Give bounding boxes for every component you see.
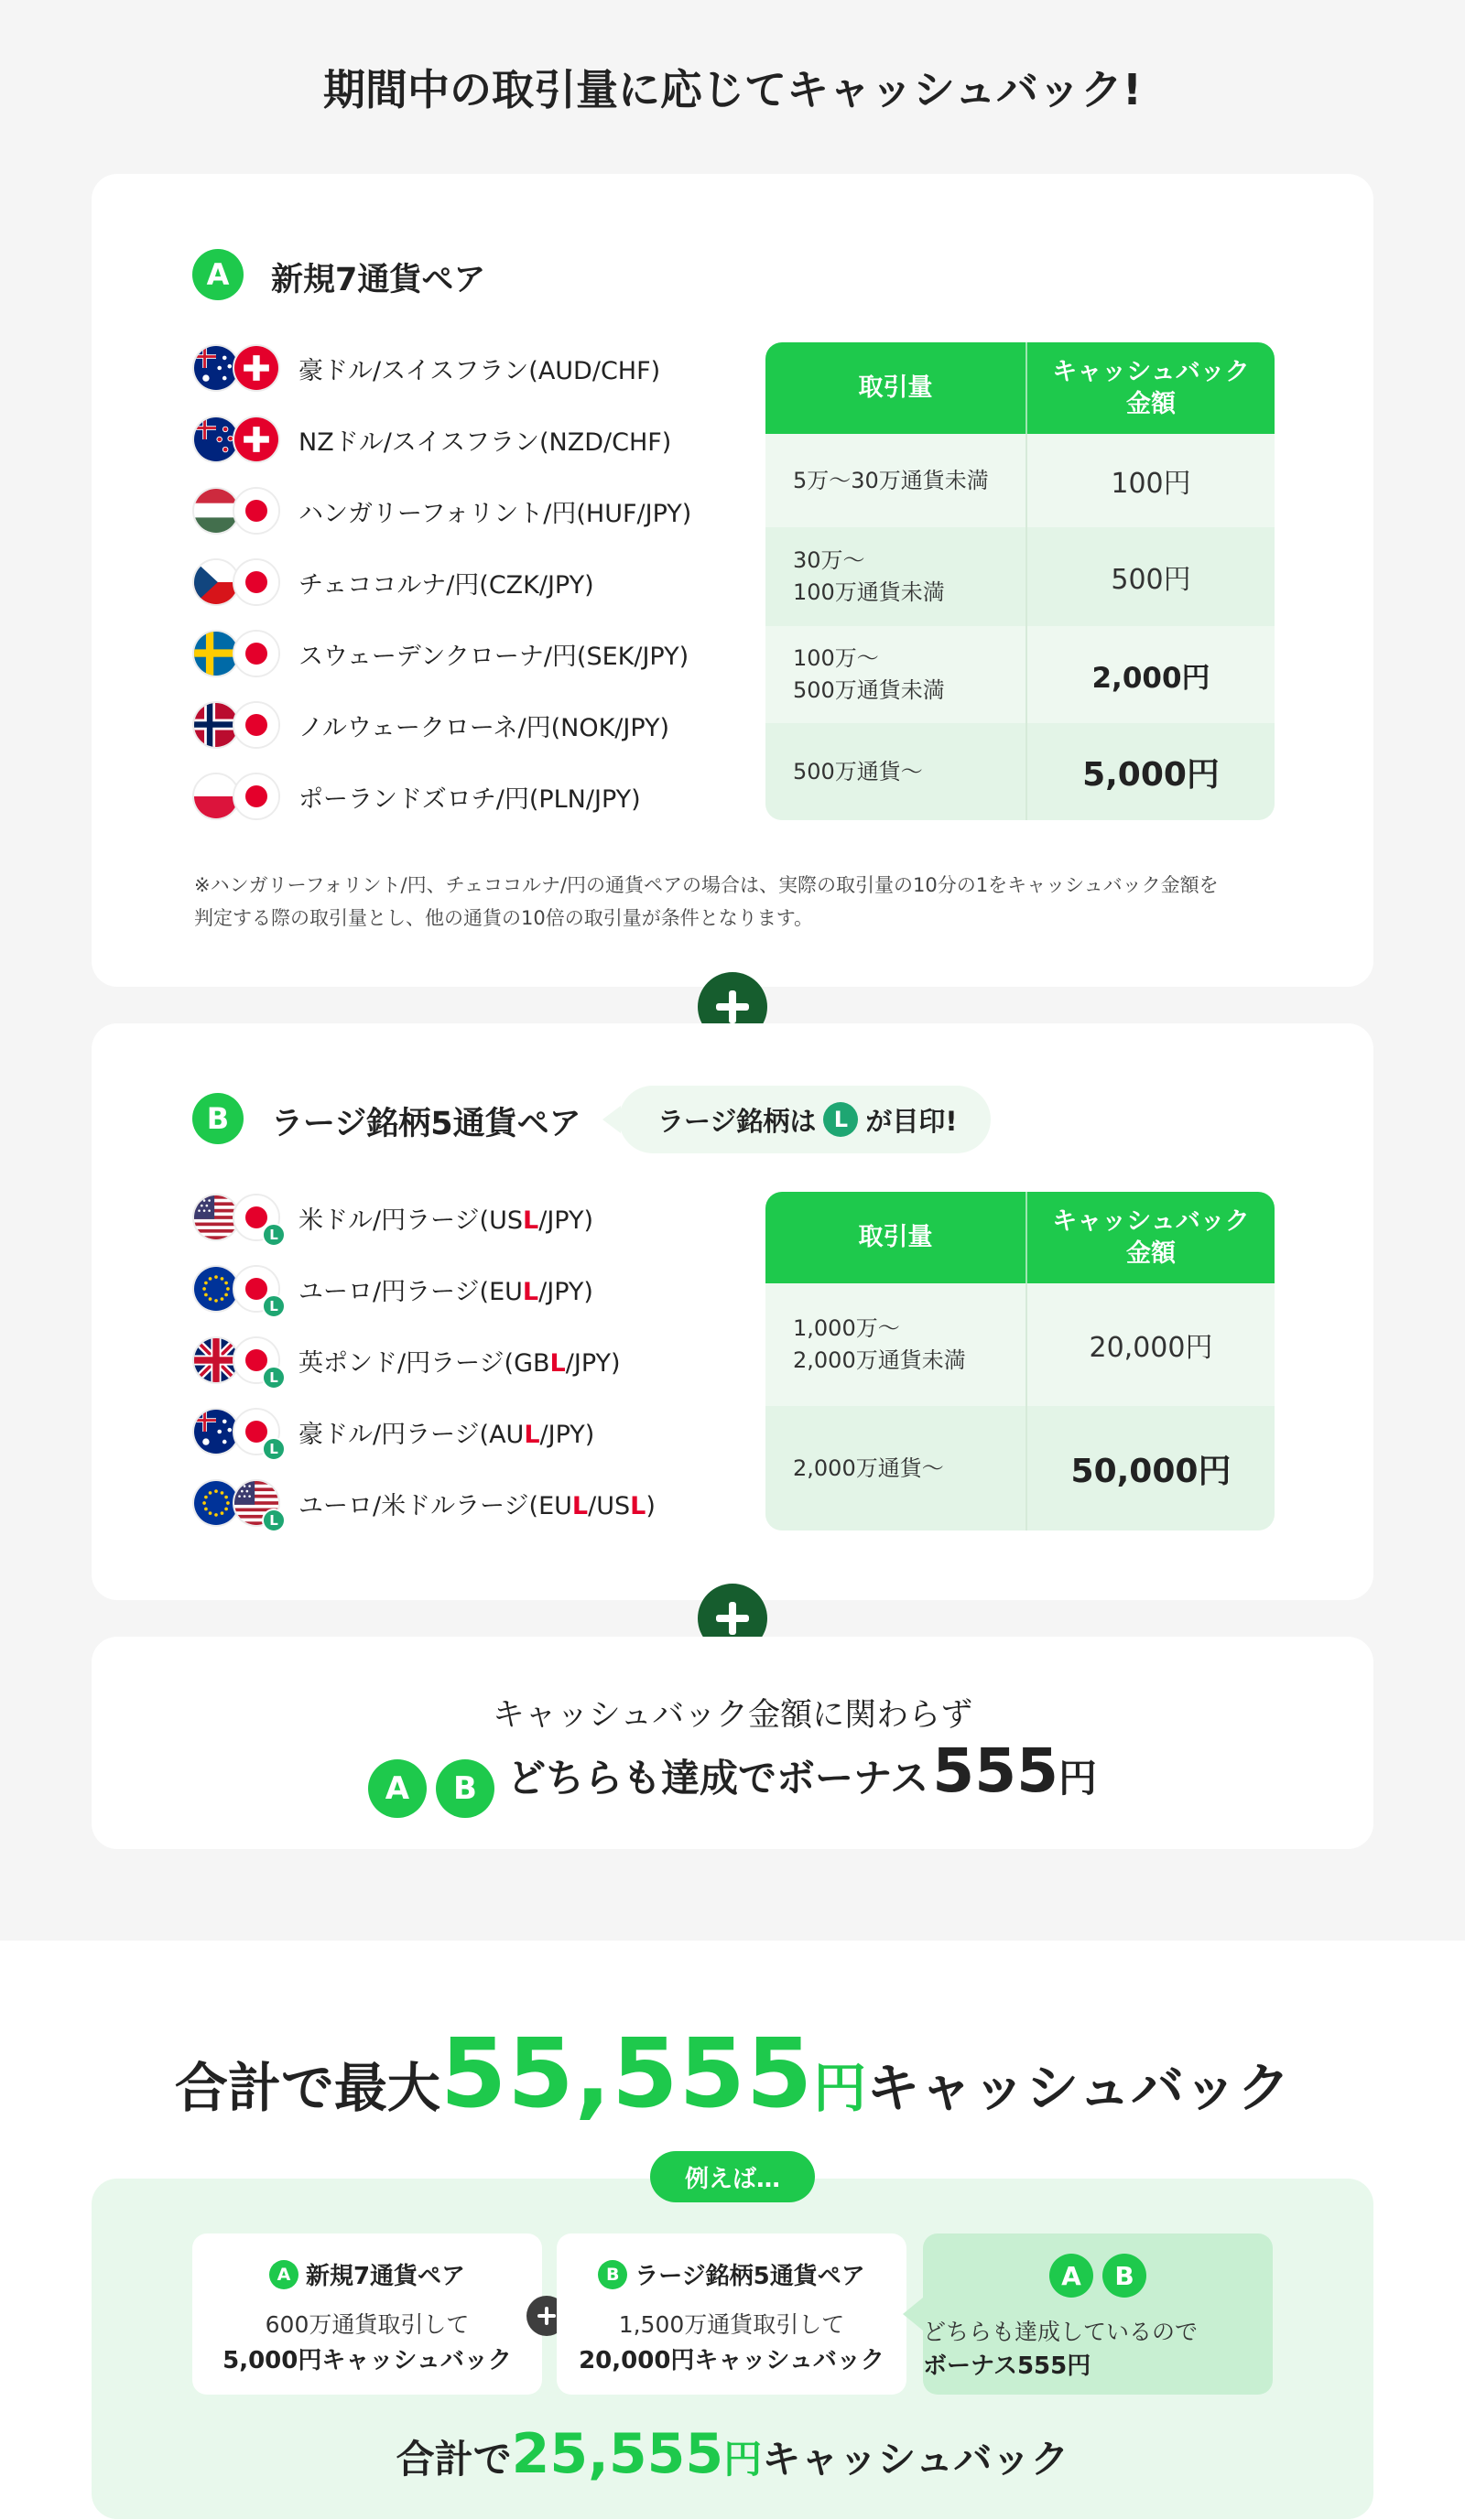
section-a-note: ※ハンガリーフォリント/円、チェココルナ/円の通貨ペアの場合は、実際の取引量の10分の1をキャッシュバック金額を 判定する際の取引量とし、他の通貨の10倍の取引量が条件となります。 (194, 874, 1219, 929)
l-highlight: L (523, 1206, 539, 1235)
section-a-card (92, 174, 1373, 987)
volume-cell: 500万通貨〜 (765, 723, 1027, 820)
currency-pair-row (192, 342, 660, 394)
amount-cell: 100円 (1111, 468, 1191, 500)
currency-flags (192, 1335, 288, 1386)
currency-pair-row (192, 557, 594, 608)
badge-a: A (1049, 2254, 1093, 2298)
l-mark-icon: L (262, 1437, 286, 1461)
table-row (765, 723, 1275, 820)
bonus-unit: 円 (1058, 1756, 1098, 1801)
page-headline: 期間中の取引量に応じてキャッシュバック! (322, 65, 1143, 114)
amount-cell: 5,000円 (1082, 755, 1220, 794)
japan-flag-icon (233, 487, 280, 535)
l-mark-icon: L (262, 1509, 286, 1532)
japan-flag-icon (233, 773, 280, 820)
total-amount: 55,555 (440, 2017, 814, 2129)
l-highlight: L (522, 1277, 539, 1306)
currency-pair-row (192, 485, 691, 536)
l-mark-icon: L (262, 1223, 286, 1247)
amount-cell: 500円 (1111, 564, 1191, 596)
l-highlight: L (571, 1491, 589, 1520)
pair-label: ユーロ/米ドルラージ(EUL/USL) (298, 1491, 656, 1520)
example-card-b: B ラージ銘柄5通貨ペア 1,500万通貨取引して 20,000円キャッシュバック (557, 2233, 906, 2395)
section-a-table-body (765, 434, 1275, 820)
currency-flags (192, 699, 288, 751)
bonus-amount: 555 (932, 1736, 1059, 1806)
japan-flag-icon (233, 630, 280, 677)
example-bonus-card: A B どちらも達成しているので ボーナス555円 (923, 2233, 1273, 2395)
pair-label: ポーランドズロチ/円(PLN/JPY) (298, 784, 641, 814)
badge-b: B (598, 2260, 627, 2289)
header-volume: 取引量 (765, 342, 1027, 434)
example-tag: 例えば… (650, 2151, 815, 2202)
total-headline: 合計で最大 55,555 円 キャッシュバック (174, 2017, 1291, 2129)
l-highlight: L (524, 1420, 540, 1449)
section-b-badge: B (192, 1093, 244, 1144)
section-b-table (765, 1192, 1275, 1530)
currency-pair-row (192, 1263, 593, 1314)
currency-pair-row (192, 1335, 621, 1386)
table-header (765, 1192, 1275, 1283)
currency-pair-row (192, 699, 669, 751)
example-total-amount: 25,555 (511, 2422, 724, 2486)
japan-flag-icon (233, 701, 280, 749)
header-cashback: キャッシュバック 金額 (1052, 357, 1250, 418)
volume-cell: 30万〜 100万通貨未満 (765, 527, 1027, 626)
pair-label: ハンガリーフォリント/円(HUF/JPY) (298, 499, 692, 528)
switzerland-flag-icon (233, 416, 280, 463)
badge-b: B (436, 1759, 494, 1818)
amount-cell: 20,000円 (1089, 1332, 1213, 1364)
currency-pair-row (192, 1477, 656, 1529)
currency-pair-row (192, 771, 641, 822)
bonus-card (92, 1637, 1373, 1849)
section-a-table (765, 342, 1275, 820)
bonus-headline (92, 1736, 1373, 1811)
switzerland-flag-icon (233, 344, 280, 392)
section-a-badge: A (192, 249, 244, 300)
badge-a: A (269, 2260, 298, 2289)
section-a-title: 新規7通貨ペア (271, 262, 486, 298)
section-b-title: ラージ銘柄5通貨ペア (271, 1106, 581, 1142)
badge-b: B (1102, 2254, 1146, 2298)
currency-pair-row (192, 414, 671, 465)
l-mark-icon: L (262, 1294, 286, 1318)
currency-flags (192, 342, 288, 394)
bonus-condition: キャッシュバック金額に関わらず (492, 1697, 973, 1734)
example-card-a: A 新規7通貨ペア 600万通貨取引して 5,000円キャッシュバック (192, 2233, 542, 2395)
header-volume: 取引量 (765, 1192, 1027, 1283)
bonus-text: どちらも達成でボーナス (506, 1756, 929, 1801)
currency-flags (192, 1477, 288, 1529)
example-total: 合計で 25,555 円 キャッシュバック (396, 2422, 1069, 2486)
pair-label: チェココルナ/円(CZK/JPY) (298, 570, 594, 600)
large-symbol-bubble: ラージ銘柄は L が目印! (619, 1086, 991, 1153)
pair-label: 英ポンド/円ラージ(GBL/JPY) (298, 1348, 621, 1378)
currency-flags (192, 1192, 288, 1243)
table-row (765, 1283, 1275, 1406)
table-row (765, 626, 1275, 723)
volume-cell: 100万〜 500万通貨未満 (765, 626, 1027, 723)
currency-flags (192, 1263, 288, 1314)
l-highlight: L (630, 1491, 646, 1520)
currency-pair-row (192, 1192, 593, 1243)
table-header (765, 342, 1275, 434)
currency-flags (192, 628, 288, 679)
header-cashback: キャッシュバック 金額 (1052, 1206, 1250, 1268)
currency-flags (192, 1406, 288, 1457)
l-highlight: L (549, 1348, 566, 1378)
japan-flag-icon (233, 558, 280, 606)
table-row (765, 1406, 1275, 1530)
currency-flags (192, 557, 288, 608)
volume-cell: 1,000万〜 2,000万通貨未満 (765, 1283, 1027, 1406)
badge-a: A (368, 1759, 427, 1818)
pair-label: ユーロ/円ラージ(EUL/JPY) (298, 1277, 593, 1306)
currency-flags (192, 485, 288, 536)
volume-cell: 2,000万通貨〜 (765, 1406, 1027, 1530)
pair-label: 米ドル/円ラージ(USL/JPY) (298, 1206, 593, 1235)
section-b-table-body (765, 1283, 1275, 1530)
currency-flags (192, 771, 288, 822)
pair-label: スウェーデンクローナ/円(SEK/JPY) (298, 642, 689, 671)
volume-cell: 5万〜30万通貨未満 (765, 434, 1027, 527)
pair-label: NZドル/スイスフラン(NZD/CHF) (298, 427, 672, 457)
currency-pair-row (192, 1406, 594, 1457)
table-row (765, 527, 1275, 626)
amount-cell: 50,000円 (1070, 1452, 1232, 1490)
pair-label: ノルウェークローネ/円(NOK/JPY) (298, 713, 670, 742)
l-mark-icon: L (823, 1102, 858, 1137)
currency-pair-row (192, 628, 689, 679)
table-row (765, 434, 1275, 527)
pair-label: 豪ドル/円ラージ(AUL/JPY) (298, 1420, 595, 1449)
pair-label: 豪ドル/スイスフラン(AUD/CHF) (298, 356, 661, 385)
l-mark-icon: L (262, 1366, 286, 1390)
amount-cell: 2,000円 (1091, 661, 1210, 695)
currency-flags (192, 414, 288, 465)
example-box (92, 2179, 1373, 2519)
